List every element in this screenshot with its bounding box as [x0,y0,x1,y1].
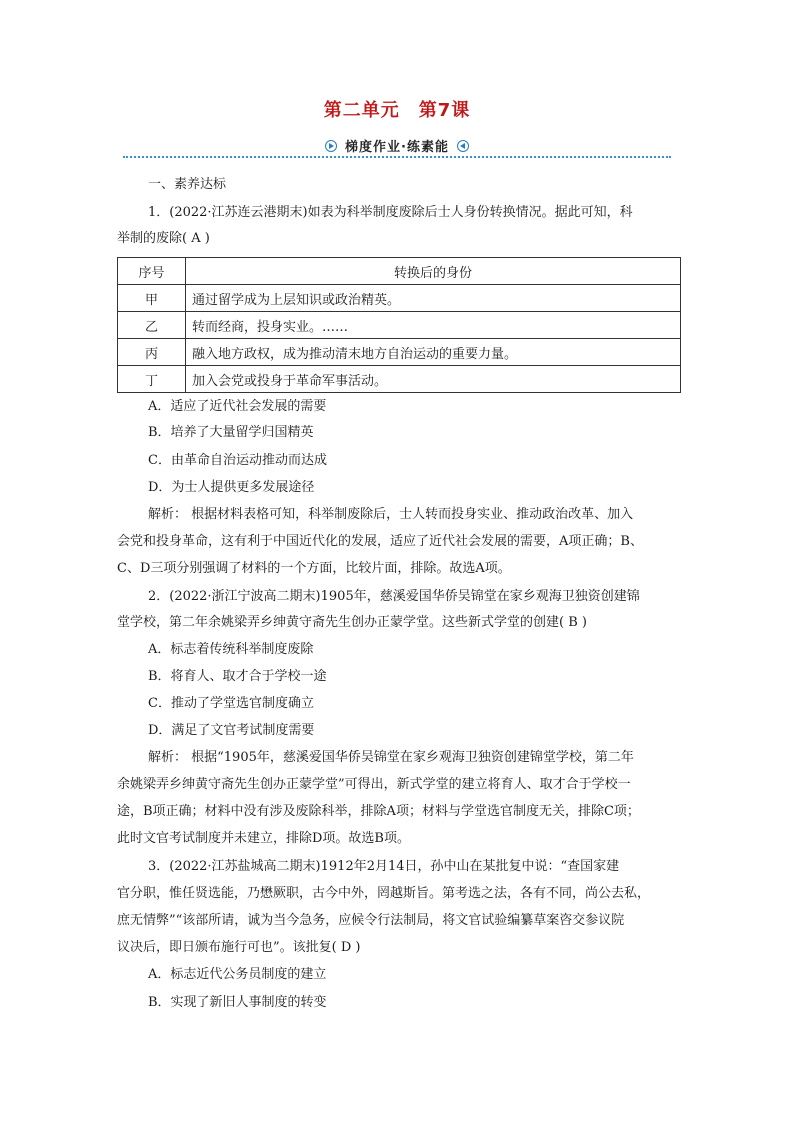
analysis-text: 会党和投身革命，这有利于中国近代化的发展，适应了近代社会发展的需要，A项正确；B、 [117,534,643,549]
section-heading: 一、素养达标 [148,177,227,192]
question-1-stem: 1．(2022·江苏连云港期末)如表为科举制度废除后士人身份转换情况。据此可知，科 [148,205,633,220]
table-cell: 转而经商，投身实业。…… [186,312,681,339]
table-row [118,366,681,393]
question-3-stem-cont: 议决后，即日颁布施行可也”。该批复( D ) [117,940,361,955]
question-1-stem-cont: 举制的废除( A ) [117,231,210,246]
option-b: B．将育人、取才合于学校一途 [148,669,327,684]
option-b: B．培养了大量留学归国精英 [148,425,314,440]
analysis-text: 此时文官考试制度并未建立，排除D项。故选B项。 [117,831,410,846]
play-right-icon [325,140,337,152]
table-row [118,285,681,312]
question-2-stem: 2．(2022·浙江宁波高二期末)1905年，慈溪爱国华侨吴锦堂在家乡观海卫独资创建锦 [148,589,640,604]
play-left-icon [457,140,469,152]
table-cell: 融入地方政权，成为推动清末地方自治运动的重要力量。 [186,339,681,366]
analysis-text: 余姚梁弄乡绅黄守斋先生创办正蒙学堂”可得出，新式学堂的建立将育人、取才合于学校一 [117,777,631,792]
table-header-row [118,258,681,285]
analysis-text: 解析： 根据材料表格可知，科举制废除后，士人转而投身实业、推动政治改革、加入 [148,507,634,522]
table-cell: 丁 [118,366,186,393]
table-cell: 乙 [118,312,186,339]
analysis-text: 途，B项正确；材料中没有涉及废除科举，排除A项；材料与学堂选官制度无关，排除C项； [117,804,640,819]
section-banner [123,132,671,160]
table-header-cell: 序号 [118,258,186,285]
lesson-title: 第二单元 第7课 [323,100,471,121]
question-3-stem: 3．(2022·江苏盐城高二期末)1912年2月14日，孙中山在某批复中说：“查国家建 [148,859,620,874]
table-row [118,339,681,366]
banner-center [317,136,477,155]
banner-label: 梯度作业·练素能 [345,140,449,155]
question-2-stem-cont: 堂学校，第二年余姚梁弄乡绅黄守斋先生创办正蒙学堂。这些新式学堂的创建( B ) [117,615,587,630]
table-row [118,312,681,339]
table-cell: 丙 [118,339,186,366]
identity-table [117,257,681,393]
table-cell: 加入会党或投身于革命军事活动。 [186,366,681,393]
analysis-text: C、D三项分别强调了材料的一个方面，比较片面，排除。故选A项。 [117,561,511,576]
question-3-stem-cont: 官分职，惟任贤选能，乃懋厥职，古今中外，罔越斯旨。第考选之法，各有不同，尚公去私， [117,886,651,901]
option-d: D．满足了文官考试制度需要 [148,723,315,738]
option-c: C．由革命自治运动推动而达成 [148,453,327,468]
option-a: A．标志近代公务员制度的建立 [148,967,327,982]
table-cell: 甲 [118,285,186,312]
option-a: A．适应了近代社会发展的需要 [148,399,327,414]
option-d: D．为士人提供更多发展途径 [148,480,315,495]
option-c: C．推动了学堂选官制度确立 [148,696,314,711]
question-3-stem-cont: 庶无情弊”“该部所请，诚为当今急务，应候令行法制局，将文官试验编纂草案咨交参议院 [117,913,625,928]
analysis-text: 解析： 根据“1905年，慈溪爱国华侨吴锦堂在家乡观海卫独资创建锦堂学校，第二年 [148,750,634,765]
dotted-divider [123,156,671,158]
table-header-cell: 转换后的身份 [186,258,681,285]
table-cell: 通过留学成为上层知识或政治精英。 [186,285,681,312]
option-a: A．标志着传统科举制度废除 [148,642,314,657]
option-b: B．实现了新旧人事制度的转变 [148,995,327,1010]
